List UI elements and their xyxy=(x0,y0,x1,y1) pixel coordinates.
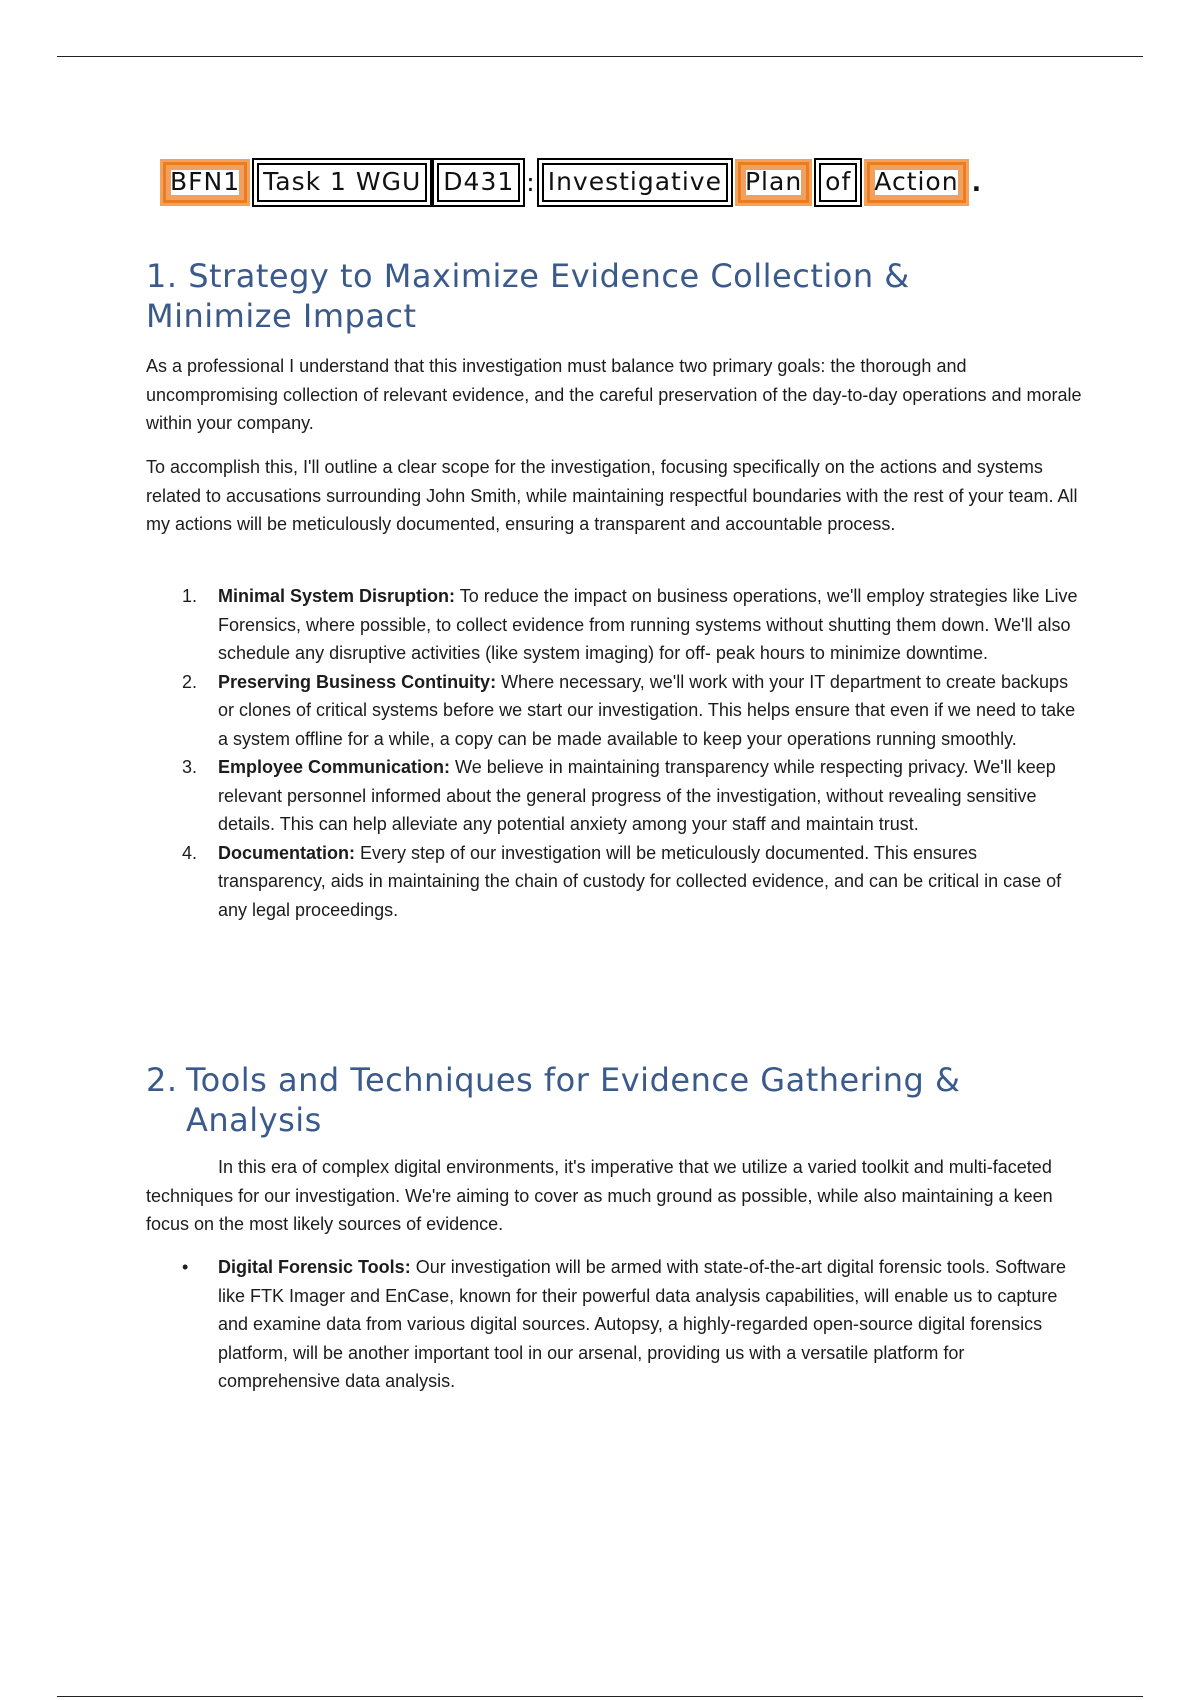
section2-bullet-list xyxy=(146,1253,1084,1396)
list-item xyxy=(146,1253,1084,1396)
list-item xyxy=(146,582,1084,668)
footer-rule xyxy=(57,1696,1143,1697)
section2-paragraph xyxy=(146,1153,1084,1239)
section1-heading-line2: Minimize Impact xyxy=(146,297,417,335)
title-token: Plan xyxy=(738,162,809,203)
header-rule xyxy=(57,56,1143,57)
section1-paragraph: As a professional I understand that this investigation must balance two primary goals: the thorough and uncompromising collection of relevant evidence, and the careful preservation of the day-to-day operations and morale within your company. xyxy=(146,356,1082,433)
title-token: BFN1 xyxy=(163,162,247,203)
document-title xyxy=(163,162,988,203)
list-marker: 2. xyxy=(182,671,198,692)
list-marker: 3. xyxy=(182,757,198,777)
title-colon: : xyxy=(526,168,536,197)
title-token: Task 1 WGU xyxy=(257,163,427,202)
section1-heading xyxy=(146,256,1084,336)
section2-heading xyxy=(146,1060,1084,1140)
list-item-text: We believe in maintaining transparency while respecting privacy. We'll keep relevant personnel informed about the general progress of the investigation, without revealing sensitive details. This can help alleviate any potential anxiety among your staff and maintain trust. xyxy=(218,757,1056,834)
list-item-label: Documentation: xyxy=(218,842,355,863)
section2-heading-line2: Analysis xyxy=(186,1101,322,1139)
list-item-text: Our investigation will be armed with state-of-the-art digital forensic tools. Software like FTK Imager and EnCase, known for their powerful data analysis capabilities, will enable us to capture and examine data from various digital sources. Autopsy, a highly-regarded open-source digital forensics platform, will be another important tool in our arsenal, providing us with a versatile platform for comprehensive data analysis. xyxy=(218,1257,1066,1391)
list-item-label: Minimal System Disruption: xyxy=(218,586,456,606)
list-marker: 1. xyxy=(182,586,198,606)
title-token: D431 xyxy=(437,163,520,202)
section2-heading-line1: Tools and Techniques for Evidence Gathering & xyxy=(186,1061,961,1099)
bullet-icon: • xyxy=(182,1257,189,1277)
section2-heading-number: 2. xyxy=(146,1061,178,1099)
section1-paragraph: To accomplish this, I'll outline a clear scope for the investigation, focusing specifically on the actions and systems related to accusations surrounding John Smith, while maintaining respectful boundaries with the rest of your team. All my actions will be meticulously documented, ensuring a transparent and accountable process. xyxy=(146,457,1078,534)
list-item xyxy=(146,668,1084,754)
title-token: Investigative xyxy=(542,163,728,202)
title-token: Action xyxy=(867,162,965,203)
section1-heading-line1: 1. Strategy to Maximize Evidence Collection & xyxy=(146,257,910,295)
section1-numbered-list xyxy=(146,582,1084,924)
list-item-label: Preserving Business Continuity: xyxy=(218,671,497,692)
list-marker: 4. xyxy=(182,842,198,863)
list-item-text: Where necessary, we'll work with your IT department to create backups or clones of critical systems before we start our investigation. This helps ensure that even if we need to take a system offline for a while, a copy can be made available to keep your operations running smoothly. xyxy=(218,671,1076,749)
list-item-label: Digital Forensic Tools: xyxy=(218,1257,411,1277)
title-token: of xyxy=(819,163,857,202)
list-item xyxy=(146,839,1084,925)
title-period: . xyxy=(971,168,983,197)
list-item-text: To reduce the impact on business operations, we'll employ strategies like Live Forensics, where possible, to collect evidence from running systems without shutting them down. We'll also schedule any disruptive activities (like system imaging) for off- peak hours to minimize downtime. xyxy=(218,586,1078,663)
list-item xyxy=(146,753,1084,839)
section2-paragraph-text: In this era of complex digital environments, it's imperative that we utilize a varied toolkit and multi-faceted techniques for our investigation. We're aiming to cover as much ground as possible, while also maintaining a keen focus on the most likely sources of evidence. xyxy=(146,1157,1053,1234)
list-item-label: Employee Communication: xyxy=(218,757,451,777)
list-item-text: Every step of our investigation will be meticulously documented. This ensures transparency, aids in maintaining the chain of custody for collected evidence, and can be critical in case of any legal proceedings. xyxy=(218,842,1062,920)
